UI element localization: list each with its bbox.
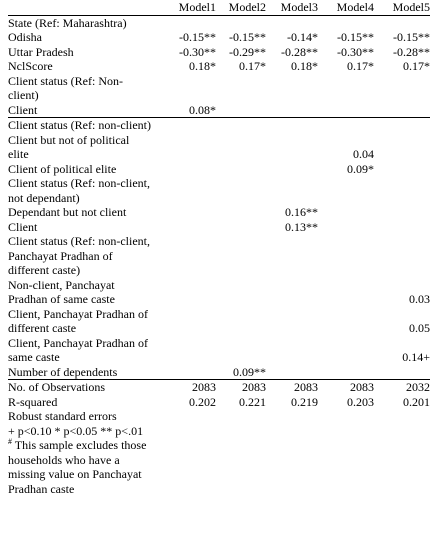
note-sample [8,438,154,496]
note-robust-se: Robust standard errors [8,409,117,423]
note-sample-text: This sample excludes those households who have a missing value on Panchayat Pradhan caste [8,438,147,496]
row-label: R-squared [8,394,58,409]
cell-model3: 0.219 [291,394,318,409]
cell-model5: 0.05 [409,321,430,335]
cell-model5 [374,74,430,103]
cell-model5 [374,234,430,278]
cell-model3 [266,162,318,177]
row-label: Number of dependents [8,364,118,379]
row-label: Uttar Pradesh [8,44,74,59]
cell-model3 [266,74,318,103]
cell-model1 [154,220,216,235]
cell-model1: 0.202 [189,394,216,409]
table-row [8,336,430,365]
header-model4: Model4 [318,0,374,15]
row-label: NclScore [8,59,53,73]
cell-model3: 0.16** [285,205,318,219]
cell-model2 [216,234,266,278]
cell-model4 [318,220,374,235]
cell-model1: 0.18* [189,59,216,73]
cell-model2 [216,307,266,336]
cell-model4 [318,278,374,307]
cell-model2: -0.29** [229,44,266,59]
cell-model2 [216,220,266,235]
cell-model4 [318,74,374,103]
cell-model2 [216,103,266,118]
note-marker: # [8,437,12,446]
cell-model2 [216,162,266,177]
row-label: State (Ref: Maharashtra) [8,15,127,30]
cell-model1: 0.08* [189,102,216,117]
cell-model4 [318,118,374,133]
cell-model5: 2032 [374,380,430,395]
row-label: No. of Observations [8,380,154,395]
cell-model4: -0.30** [337,44,374,59]
cell-model5 [374,220,430,235]
cell-model3 [266,234,318,278]
cell-model5: -0.28** [393,44,430,59]
cell-model2 [216,176,266,205]
table-row [8,205,430,220]
cell-model3 [266,278,318,307]
cell-model5 [374,103,430,118]
row-label: Client status (Ref: non-client, not dependant) [8,176,150,205]
cell-model1 [154,234,216,278]
table-row [8,307,430,336]
row-label: Client, Panchayat Pradhan of different caste [8,306,148,335]
cell-model3 [266,365,318,380]
table-row [8,15,430,30]
cell-model2 [216,205,266,220]
cell-model2 [216,15,266,30]
cell-model5: 0.17* [403,59,430,73]
cell-model1 [154,133,216,162]
cell-model1 [154,74,216,103]
cell-model3: 0.13** [285,219,318,234]
cell-model1 [154,162,216,177]
cell-model1 [154,307,216,336]
cell-model4 [318,15,374,30]
cell-model4: 0.203 [347,394,374,409]
cell-model3: -0.28** [281,44,318,59]
cell-model5 [374,133,430,162]
table-row [8,59,430,74]
cell-model2 [216,118,266,133]
cell-model4: 0.04 [353,147,374,161]
cell-model2 [216,336,266,365]
row-label: Odisha [8,30,42,44]
table-row [8,74,430,103]
table-body [8,15,430,409]
cell-model5: 0.14+ [402,350,430,364]
cell-model4: 0.17* [347,59,374,73]
table-row [8,118,430,133]
cell-model3: 0.18* [291,59,318,73]
table-row [8,162,430,177]
row-label: Non-client, Panchayat Pradhan of same caste [8,277,115,306]
cell-model1 [154,336,216,365]
cell-model4 [318,336,374,365]
cell-model1 [154,205,216,220]
cell-model3 [266,103,318,118]
cell-model2: 0.221 [239,394,266,409]
note-significance: + p<0.10 * p<0.05 ** p<.01 [8,423,144,438]
row-label: Client [8,102,38,117]
cell-model4 [318,307,374,336]
cell-model5 [374,118,430,133]
cell-model5: 0.03 [409,292,430,306]
cell-model4: 2083 [318,380,374,395]
cell-model3: -0.14* [287,30,318,44]
cell-model4: -0.15** [337,30,374,44]
table-row [8,365,430,380]
cell-model5 [374,365,430,380]
table-row [8,30,430,45]
cell-model3 [266,336,318,365]
cell-model1 [154,15,216,30]
row-label: Client of political elite [8,161,117,176]
cell-model4 [318,234,374,278]
row-label: Client [8,219,38,234]
cell-model3 [266,133,318,162]
table-row [8,176,430,205]
row-label: Client, Panchayat Pradhan of same caste [8,335,148,364]
regression-table [8,0,430,496]
row-label: Client but not of political elite [8,132,130,161]
cell-model2: -0.15** [229,30,266,44]
cell-model2: 0.17* [239,59,266,73]
cell-model4 [318,103,374,118]
cell-model5 [374,205,430,220]
table-row [8,220,430,235]
table-row [8,234,430,278]
cell-model3 [266,307,318,336]
header-model5: Model5 [374,0,430,15]
table-row [8,103,430,118]
cell-model2: 0.09** [233,364,266,379]
cell-model4 [318,176,374,205]
table-row [8,278,430,307]
header-label-cell [8,0,154,15]
note-row-se [8,409,430,424]
cell-model5: 0.201 [403,394,430,409]
cell-model3: 2083 [266,380,318,395]
note-row-sig [8,424,430,439]
cell-model4 [318,205,374,220]
cell-model4 [318,365,374,380]
cell-model5 [374,162,430,177]
cell-model2 [216,74,266,103]
table-row [8,395,430,410]
cell-model5: -0.15** [393,30,430,44]
table-row [8,45,430,60]
cell-model1: -0.15** [179,30,216,44]
cell-model1 [154,176,216,205]
header-model1: Model1 [154,0,216,15]
cell-model2 [216,278,266,307]
cell-model3 [266,118,318,133]
cell-model3 [266,176,318,205]
cell-model2 [216,133,266,162]
cell-model1: 2083 [154,380,216,395]
cell-model5 [374,176,430,205]
row-label: Client status (Ref: non-client, Panchayat Pradhan of different caste) [8,234,150,277]
cell-model1 [154,278,216,307]
row-label: Client status (Ref: non-client) [8,118,154,133]
row-label: Dependant but not client [8,205,127,219]
cell-model1 [154,118,216,133]
cell-model1: -0.30** [179,44,216,59]
cell-model3 [266,15,318,30]
row-label: Client status (Ref: Non-client) [8,73,123,102]
cell-model1 [154,365,216,380]
note-row-sample [8,438,430,496]
header-model3: Model3 [266,0,318,15]
header-row [8,0,430,15]
header-model2: Model2 [216,0,266,15]
cell-model2: 2083 [216,380,266,395]
cell-model5 [374,15,430,30]
cell-model4: 0.09* [347,161,374,176]
table-row [8,133,430,162]
table-row [8,380,430,395]
